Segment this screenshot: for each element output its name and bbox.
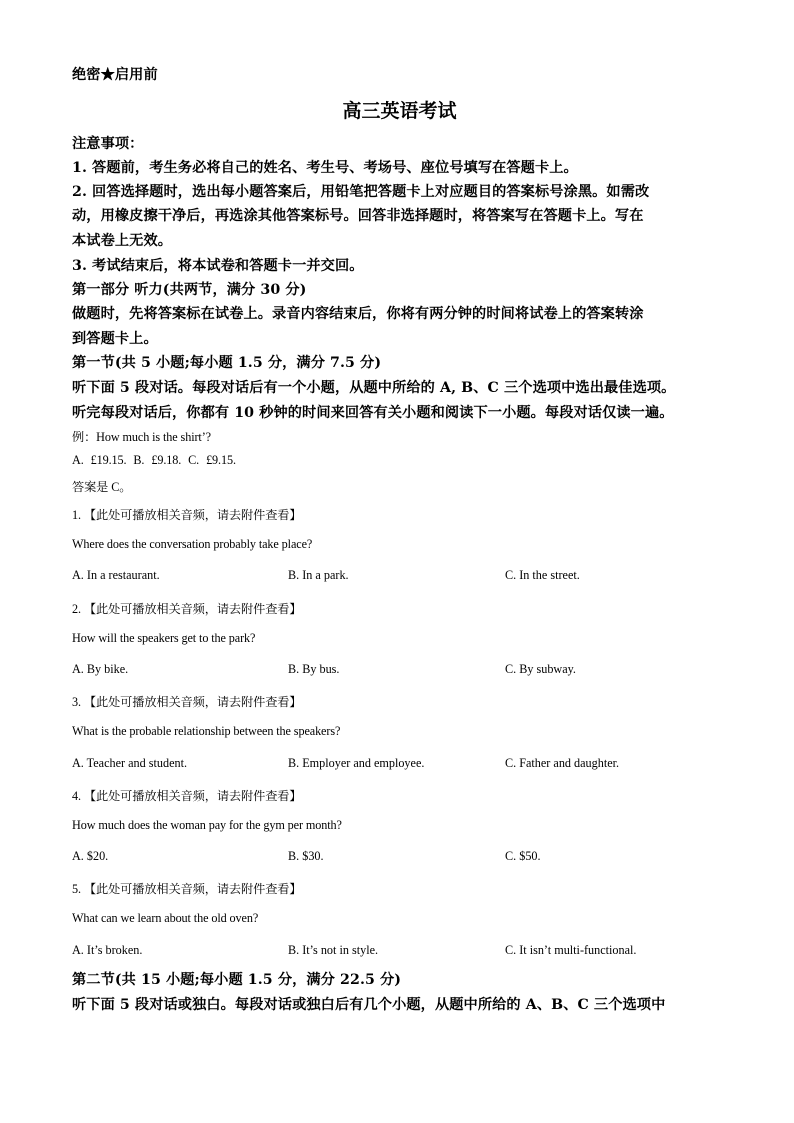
question-4-option-b: B. $30. bbox=[288, 849, 324, 863]
question-1-option-a: A. In a restaurant. bbox=[72, 568, 160, 582]
question-1-text: Where does the conversation probably take place? bbox=[72, 537, 313, 551]
question-3-option-b: B. Employer and employee. bbox=[288, 756, 425, 770]
part1-instruction: 做题时，先将答案标在试卷上。录音内容结束后，你将有两分钟的时间将试卷上的答案转涂 bbox=[72, 306, 644, 322]
section1-instruction-cont: 听完每段对话后，你都有 10 秒钟的时间来回答有关小题和阅读下一小题。每段对话仅读一遍。 bbox=[72, 405, 674, 421]
notice-item-2: 2. 回答选择题时，选出每小题答案后，用铅笔把答题卡上对应题目的答案标号涂黑。如需改 bbox=[72, 184, 650, 200]
question-4-option-a: A. $20. bbox=[72, 849, 109, 863]
section2-heading: 第二节(共 15 小题;每小题 1.5 分，满分 22.5 分) bbox=[72, 972, 402, 988]
example-question: 例：How much is the shirt’? bbox=[72, 430, 211, 444]
section2-instruction: 听下面 5 段对话或独白。每段对话或独白后有几个小题，从题中所给的 A、B、C 三个选项中 bbox=[72, 997, 666, 1013]
question-3-text: What is the probable relationship between the speakers? bbox=[72, 724, 341, 738]
notice-item-2-end: 本试卷上无效。 bbox=[72, 233, 173, 249]
notice-heading: 注意事项： bbox=[72, 136, 144, 152]
question-5-audio-label: 5. 【此处可播放相关音频，请去附件查看】 bbox=[72, 882, 302, 896]
question-2-text: How will the speakers get to the park? bbox=[72, 631, 256, 645]
section1-heading: 第一节(共 5 小题;每小题 1.5 分，满分 7.5 分) bbox=[72, 355, 382, 371]
confidential-label: 绝密★启用前 bbox=[72, 67, 158, 83]
question-4-text: How much does the woman pay for the gym per month? bbox=[72, 818, 342, 832]
question-3-option-c: C. Father and daughter. bbox=[505, 756, 620, 770]
question-1-audio-label: 1. 【此处可播放相关音频，请去附件查看】 bbox=[72, 508, 302, 522]
notice-item-3: 3. 考试结束后，将本试卷和答题卡一并交回。 bbox=[72, 258, 364, 274]
notice-item-1: 1. 答题前，考生务必将自己的姓名、考生号、考场号、座位号填写在答题卡上。 bbox=[72, 160, 578, 176]
notice-item-2-cont: 动，用橡皮擦干净后，再选涂其他答案标号。回答非选择题时，将答案写在答题卡上。写在 bbox=[72, 208, 644, 224]
example-options: A. £19.15. B. £9.18. C. £9.15. bbox=[72, 453, 236, 467]
part1-instruction-cont: 到答题卡上。 bbox=[72, 331, 158, 347]
question-1-option-b: B. In a park. bbox=[288, 568, 349, 582]
question-2-audio-label: 2. 【此处可播放相关音频，请去附件查看】 bbox=[72, 602, 302, 616]
question-5-text: What can we learn about the old oven? bbox=[72, 911, 259, 925]
question-1-option-c: C. In the street. bbox=[505, 568, 580, 582]
example-answer: 答案是 C。 bbox=[72, 480, 132, 494]
section1-instruction: 听下面 5 段对话。每段对话后有一个小题，从题中所给的 A, B、C 三个选项中选出最佳选项。 bbox=[72, 380, 676, 396]
part1-heading: 第一部分 听力(共两节，满分 30 分) bbox=[72, 282, 307, 298]
question-5-option-a: A. It’s broken. bbox=[72, 943, 143, 957]
exam-title: 高三英语考试 bbox=[342, 100, 457, 122]
question-4-audio-label: 4. 【此处可播放相关音频，请去附件查看】 bbox=[72, 789, 302, 803]
question-3-audio-label: 3. 【此处可播放相关音频，请去附件查看】 bbox=[72, 695, 302, 709]
question-4-option-c: C. $50. bbox=[505, 849, 541, 863]
question-5-option-b: B. It’s not in style. bbox=[288, 943, 379, 957]
question-3-option-a: A. Teacher and student. bbox=[72, 756, 188, 770]
question-2-option-b: B. By bus. bbox=[288, 662, 340, 676]
question-2-option-c: C. By subway. bbox=[505, 662, 576, 676]
question-2-option-a: A. By bike. bbox=[72, 662, 129, 676]
question-5-option-c: C. It isn’t multi-functional. bbox=[505, 943, 637, 957]
